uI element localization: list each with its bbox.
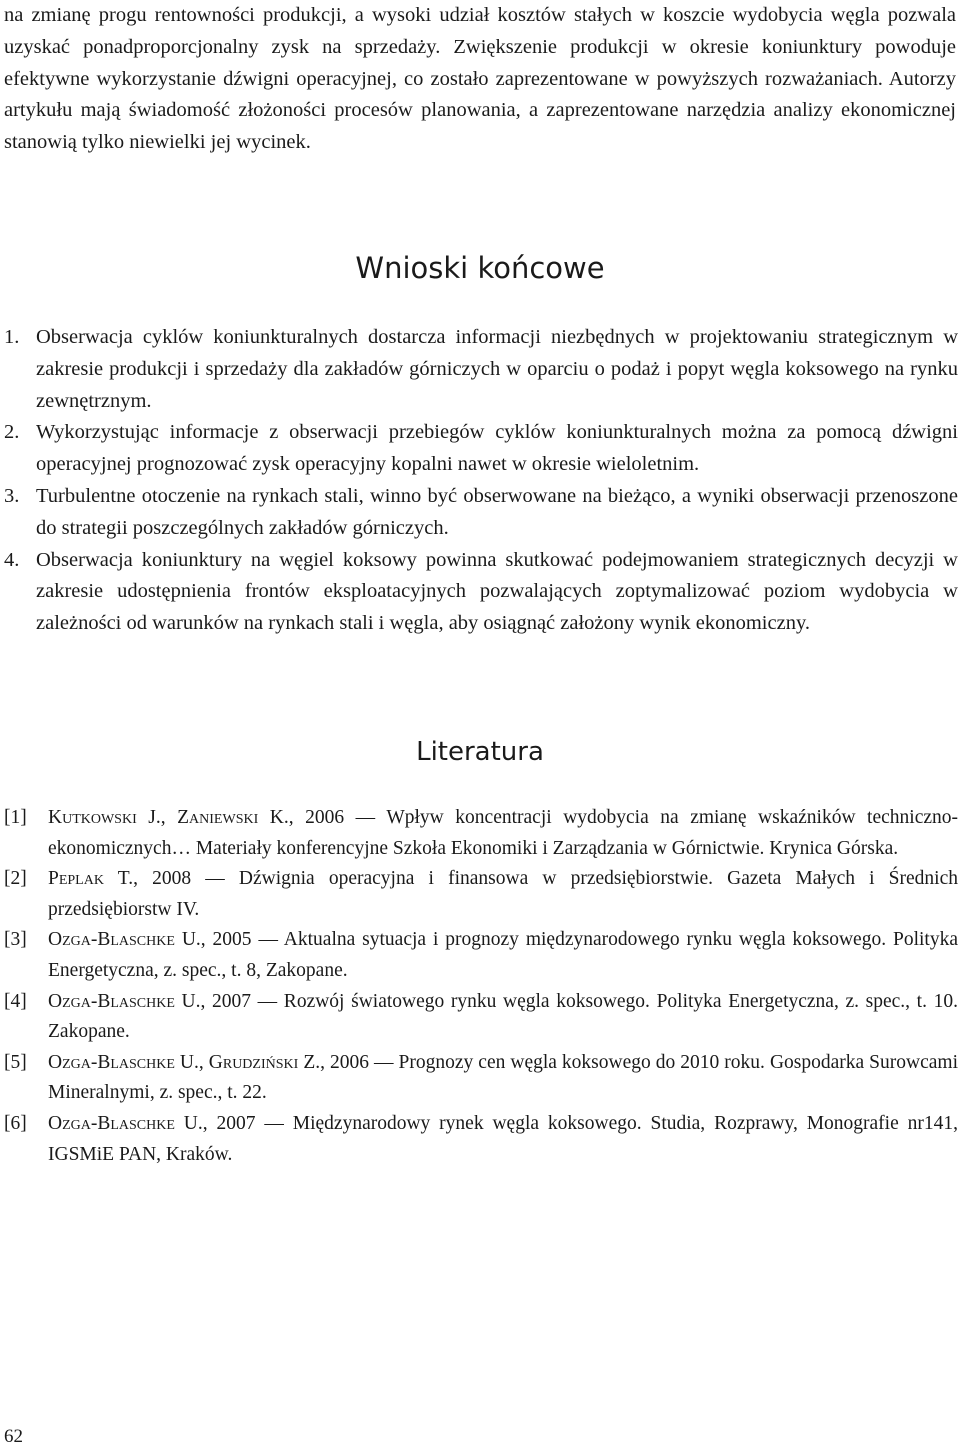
reference-text: , 2006 — Prognozy cen węgla koksowego do 2010 roku. Gospodarka Surowcami Mineralnymi, z. spec., t. 22.	[48, 1051, 958, 1104]
reference-number: [2]	[4, 868, 27, 890]
conclusion-number: 1.	[4, 326, 20, 348]
reference-authors: Peplak T.	[48, 868, 134, 890]
conclusion-item	[0, 417, 958, 481]
reference-number: [5]	[4, 1051, 27, 1073]
reference-authors: Ozga-Blaschke U.	[48, 929, 201, 951]
reference-list	[0, 803, 958, 1170]
literature-heading: Literatura	[416, 737, 544, 767]
intro-paragraph: na zmianę progu rentowności produkcji, a wysoki udział kosztów stałych w koszcie wydobycia węgla pozwala uzyskać ponadproporcjonalny zysk na sprzedaży. Zwiększenie produkcji w okresie koniunktury powoduje efektywne wykorzystanie dźwigni operacyjnej, co zostało zaprezentowane w powyższych rozważaniach. Autorzy artykułu mają świadomość złożoności procesów planowania, a zaprezentowane narzędzia analizy ekonomicznej stanowią tylko niewielki jej wycinek.	[4, 4, 956, 154]
reference-authors: Ozga-Blaschke U.	[48, 1112, 203, 1134]
reference-item	[0, 925, 958, 986]
reference-number: [4]	[4, 990, 27, 1012]
conclusion-text: Turbulentne otoczenie na rynkach stali, winno być obserwowane na bieżąco, a wyniki obserwacji przenoszone do strategii poszczególnych zakładów górniczych.	[36, 484, 958, 539]
reference-text: , 2008 — Dźwignia operacyjna i finansowa w przedsiębiorstwie. Gazeta Małych i Średnich przedsiębiorstw IV.	[48, 868, 958, 920]
conclusion-number: 3.	[4, 484, 20, 507]
reference-item	[0, 1109, 958, 1170]
reference-item	[0, 987, 958, 1048]
conclusion-item	[0, 481, 958, 545]
conclusion-text: Obserwacja koniunktury na węgiel koksowy powinna skutkować podejmowaniem strategicznych decyzji w zakresie udostępnienia frontów eksploatacyjnych pozwalających zoptymalizować poziom wydobycia w zależności od warunków na rynkach stali i węgla, aby osiągnąć założony wynik ekonomiczny.	[36, 548, 958, 635]
conclusion-text: Wykorzystując informacje z obserwacji przebiegów cyklów koniunkturalnych można za pomocą dźwigni operacyjnej prognozować zysk operacyjny kopalni nawet w okresie wieloletnim.	[36, 421, 958, 476]
reference-text: , 2005 — Aktualna sytuacja i prognozy międzynarodowego rynku węgla koksowego. Polityka Energetyczna, z. spec., t. 8, Zakopane.	[48, 929, 958, 981]
reference-authors: Kutkowski J., Zaniewski K.	[48, 807, 289, 828]
reference-authors: Ozga-Blaschke U., Grudziński Z.	[48, 1051, 321, 1073]
reference-text: , 2006 — Wpływ koncentracji wydobycia na zmianę wskaźników techniczno-ekonomicznych… Materiały konferencyjne Szkoła Ekonomiki i Zarządzania w Górnictwie. Krynica Górska.	[48, 807, 958, 859]
reference-text: , 2007 — Międzynarodowy rynek węgla koksowego. Studia, Rozprawy, Monografie nr141, IGSMiE PAN, Kraków.	[48, 1112, 958, 1165]
conclusions-heading: Wnioski końcowe	[355, 251, 605, 285]
conclusion-item	[0, 322, 958, 417]
reference-number: [3]	[4, 929, 27, 951]
conclusion-text: Obserwacja cyklów koniunkturalnych dostarcza informacji niezbędnych w projektowaniu strategicznym w zakresie produkcji i sprzedaży dla zakładów górniczych w oparciu o podaż i popyt węgla koksowego na rynku zewnętrznym.	[36, 326, 958, 412]
reference-item	[0, 803, 958, 864]
reference-item	[0, 1048, 958, 1109]
conclusion-item	[0, 545, 958, 640]
conclusion-number: 4.	[4, 548, 20, 571]
conclusion-number: 2.	[4, 421, 20, 444]
reference-authors: Ozga-Blaschke U.	[48, 990, 201, 1012]
reference-text: , 2007 — Rozwój światowego rynku węgla koksowego. Polityka Energetyczna, z. spec., t. 10. Zakopane.	[48, 990, 958, 1043]
reference-number: [6]	[4, 1112, 27, 1134]
conclusions-list	[0, 322, 958, 640]
reference-item	[0, 864, 958, 925]
reference-number: [1]	[4, 807, 27, 828]
page-number: 62	[4, 1426, 23, 1447]
